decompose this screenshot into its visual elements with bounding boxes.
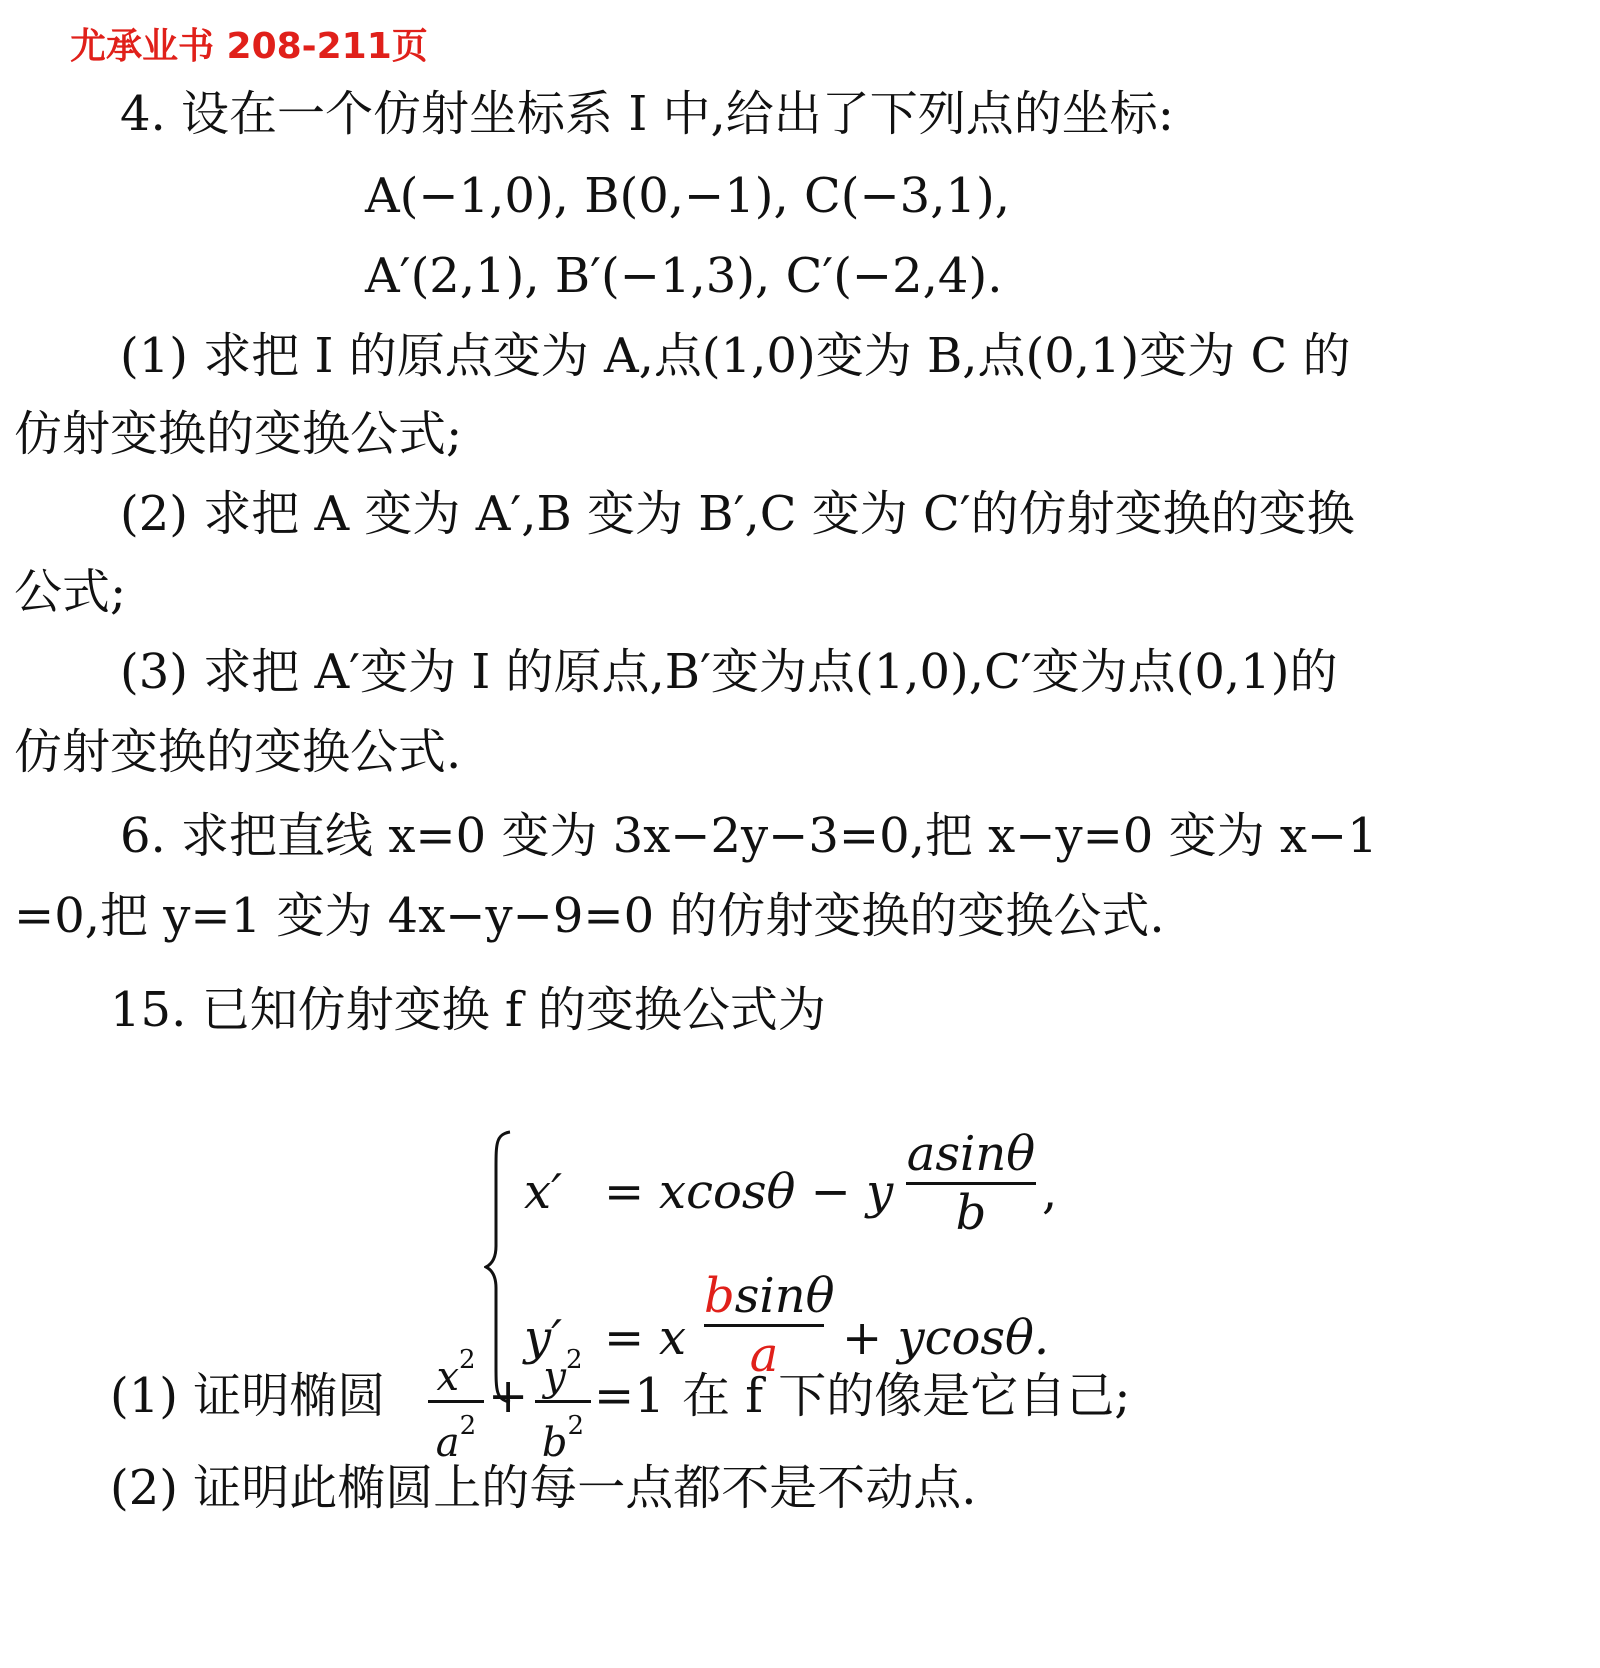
eq1-lhs: x′ (524, 1164, 562, 1220)
ellipse-x-num-var: x (436, 1354, 459, 1400)
eq1-term: xcosθ − y (659, 1164, 894, 1220)
problem-4-points-row2: A′(2,1), B′(−1,3), C′(−2,4). (365, 248, 1003, 304)
problem-4-intro: 4. 设在一个仿射坐标系 I 中,给出了下列点的坐标: (120, 86, 1174, 142)
eq2-fraction (704, 1268, 835, 1383)
problem-6-line1: 6. 求把直线 x=0 变为 3x−2y−3=0,把 x−y=0 变为 x−1 (120, 808, 1378, 864)
ellipse-x-numerator (428, 1338, 484, 1399)
eq2-frac-numerator-red: b (704, 1268, 735, 1324)
red-annotation-header: 尤承业书 208-211页 (70, 26, 428, 67)
problem-4-part1-line2: 仿射变换的变换公式; (14, 406, 463, 462)
ellipse-y-num-var: y (543, 1354, 567, 1400)
ellipse-plus: + (488, 1368, 529, 1424)
eq2-equals: = (604, 1310, 645, 1366)
problem-4-part2-line2: 公式; (14, 564, 127, 620)
ellipse-x-den-var: a (435, 1420, 460, 1466)
ellipse-x-denominator (428, 1404, 484, 1465)
eq2-frac-numerator (704, 1268, 835, 1324)
problem-15-part2: (2) 证明此椭圆上的每一点都不是不动点. (110, 1460, 977, 1516)
ellipse-y-num-sq: 2 (566, 1345, 583, 1375)
problem-15-part1-prefix: (1) 证明椭圆 (110, 1368, 386, 1424)
ellipse-x-bar (428, 1400, 484, 1403)
eq2-tail: + ycosθ. (842, 1310, 1050, 1366)
eq1-fraction (906, 1128, 1036, 1239)
problem-4-part3-line2: 仿射变换的变换公式. (14, 724, 462, 780)
problem-4-part3-line1: (3) 求把 A′变为 I 的原点,B′变为点(1,0),C′变为点(0,1)的 (120, 644, 1338, 700)
problem-6-line2: =0,把 y=1 变为 4x−y−9=0 的仿射变换的变换公式. (14, 888, 1165, 944)
problem-4-part1-line1: (1) 求把 I 的原点变为 A,点(1,0)变为 B,点(0,1)变为 C 的 (120, 328, 1351, 384)
ellipse-y-bar (535, 1400, 591, 1403)
problem-15-intro: 15. 已知仿射变换 f 的变换公式为 (110, 982, 826, 1038)
eq1-tail: , (1042, 1164, 1058, 1220)
ellipse-y-den-var: b (541, 1420, 568, 1466)
ellipse-y-numerator (535, 1338, 591, 1399)
ellipse-x-num-sq: 2 (459, 1345, 476, 1375)
problem-4-part2-line1: (2) 求把 A 变为 A′,B 变为 B′,C 变为 C′的仿射变换的变换 (120, 486, 1355, 542)
eq2-frac-numerator-rest: sinθ (734, 1268, 835, 1324)
eq2-term: x (659, 1310, 687, 1366)
ellipse-rhs: =1 (594, 1368, 665, 1424)
eq2-frac-denominator-red: a (749, 1327, 779, 1383)
ellipse-y-den-sq: 2 (567, 1411, 585, 1441)
eq1-equals: = (604, 1164, 645, 1220)
problem-4-points-row1: A(−1,0), B(0,−1), C(−3,1), (365, 168, 1010, 224)
eq1-frac-denominator: b (955, 1185, 987, 1241)
ellipse-x-fraction (428, 1338, 484, 1465)
ellipse-y-denominator (535, 1404, 591, 1465)
eq2-lhs: y′ (524, 1310, 563, 1366)
ellipse-y-fraction (535, 1338, 591, 1465)
problem-15-part1-suffix: 在 f 下的像是它自己; (682, 1368, 1131, 1424)
left-brace (484, 1128, 514, 1406)
ellipse-x-den-sq: 2 (459, 1411, 477, 1441)
eq1-frac-numerator: asinθ (906, 1126, 1036, 1182)
